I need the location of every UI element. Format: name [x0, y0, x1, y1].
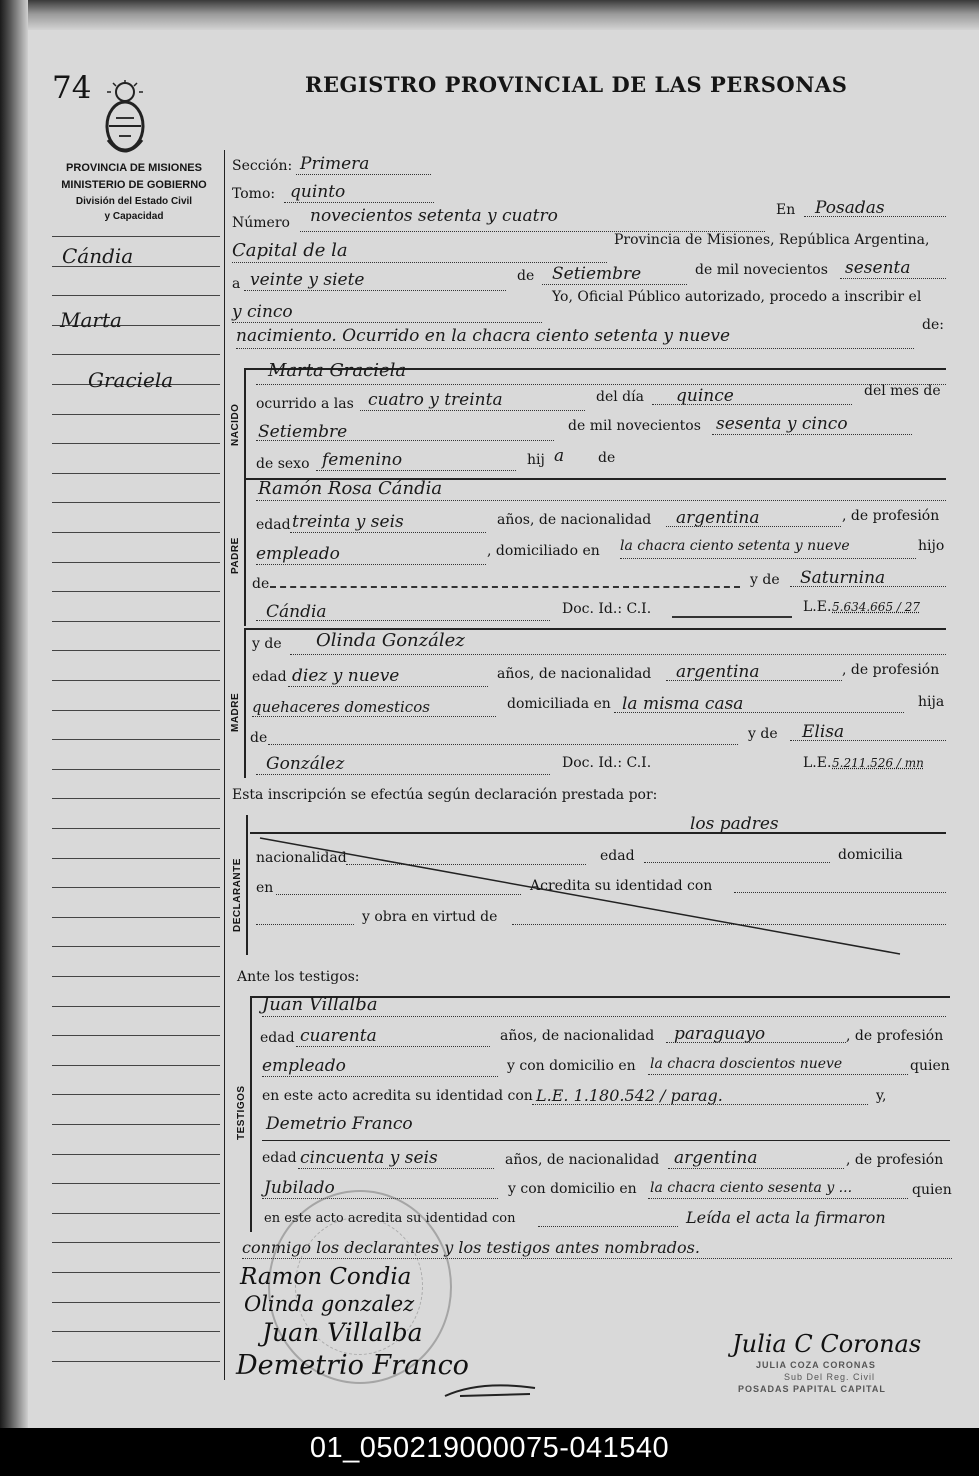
value-anio-2: y cinco — [232, 302, 293, 322]
margin-rule-line — [52, 1154, 220, 1155]
label-padre-de: de — [252, 576, 270, 592]
label-t1-anos-nac: años, de nacionalidad — [500, 1028, 655, 1044]
value-t1-edad: cuarenta — [300, 1026, 377, 1046]
margin-name-2: Graciela — [88, 368, 174, 392]
page-number: 74 — [52, 70, 92, 106]
value-t2-nombre: Demetrio Franco — [266, 1114, 413, 1134]
margin-surname: Cándia — [62, 244, 134, 268]
signature-padre: Ramon Condia — [240, 1264, 412, 1290]
value-t2-edad: cincuenta y seis — [300, 1148, 438, 1168]
value-madre-nombre: Olinda González — [316, 630, 465, 651]
value-padre-le: 5.634.665 / 27 — [832, 600, 921, 614]
margin-rule-line — [52, 1213, 220, 1214]
value-t2-prof: Jubilado — [264, 1178, 335, 1198]
value-t1-id: L.E. 1.180.542 / parag. — [536, 1086, 723, 1105]
label-de-sexo: de sexo — [256, 456, 310, 472]
label-t1-en-este-acto: en este acto acredita su identidad con — [262, 1088, 533, 1104]
label-madre-profesion: , de profesión — [842, 662, 940, 678]
agency-block — [50, 160, 218, 224]
label-t2-anos-nac: años, de nacionalidad — [505, 1152, 660, 1168]
value-madre-madre-ap: González — [266, 754, 345, 774]
label-padre-hijo: hijo — [918, 538, 945, 554]
label-yo: Yo, Oficial Público autorizado, procedo a inscribir el — [552, 289, 922, 305]
margin-rule-line — [52, 532, 220, 533]
value-dia: veinte y siete — [250, 270, 365, 290]
value-tomo: quinto — [290, 182, 346, 202]
margin-rule-line — [52, 621, 220, 622]
value-padre-nombre: Ramón Rosa Cándia — [258, 478, 443, 499]
margin-rule-line — [52, 502, 220, 503]
margin-rule-line — [52, 1124, 220, 1125]
agency-line-3: División del Estado Civil — [75, 196, 193, 207]
label-provincia: Provincia de Misiones, República Argentina, — [614, 232, 930, 248]
label-madre-hija: hija — [918, 694, 945, 710]
label-madre-domiciliada: domiciliada en — [507, 696, 611, 712]
margin-rule-line — [52, 828, 220, 829]
label-tomo: Tomo: — [232, 186, 276, 202]
oficial-stamp-line-1: JULIA COZA CORONAS — [756, 1360, 876, 1370]
label-t2-profesion: , de profesión — [846, 1152, 944, 1168]
value-madre-edad: diez y nueve — [292, 666, 400, 686]
label-padre-le: L.E. — [803, 599, 832, 615]
label-decl-domicilia: domicilia — [838, 847, 903, 863]
value-madre-le: 5.211.526 / mn — [832, 756, 924, 770]
value-madre-madre: Elisa — [802, 722, 845, 742]
value-t1-nombre: Juan Villalba — [262, 994, 378, 1015]
margin-rule-line — [52, 1242, 220, 1243]
value-t2-nac: argentina — [674, 1148, 758, 1168]
margin-rule-line — [52, 354, 220, 355]
value-capital: Capital de la — [232, 240, 348, 261]
margin-rule-line — [52, 946, 220, 947]
value-mes: Setiembre — [552, 264, 642, 284]
margin-rule-line — [52, 562, 220, 563]
agency-line-1: PROVINCIA DE MISIONES — [66, 162, 202, 174]
label-madre-de: de — [250, 730, 268, 746]
margin-rule-line — [52, 887, 220, 888]
signature-flourish — [440, 1378, 540, 1400]
margin-rule-line — [52, 1302, 220, 1303]
value-declarante: los padres — [690, 814, 779, 834]
label-hij: hij — [527, 452, 545, 468]
margin-rule-line — [52, 710, 220, 711]
margin-rule-line — [52, 591, 220, 592]
void-strikethrough-line — [250, 834, 910, 959]
label-decl-acredita: Acredita su identidad con — [530, 878, 713, 894]
label-t1-quien: quien — [910, 1058, 950, 1074]
label-decl-obra: y obra en virtud de — [362, 909, 498, 925]
label-del-dia: del día — [596, 389, 644, 405]
label-madre-anos-nac: años, de nacionalidad — [497, 666, 652, 682]
label-de-mil: de mil novecientos — [695, 262, 828, 278]
value-t1-prof: empleado — [262, 1056, 346, 1076]
label-de: de — [517, 268, 535, 284]
signature-oficial: Julia C Coronas — [732, 1330, 922, 1358]
margin-rule-line — [52, 1006, 220, 1007]
margin-rule-line — [52, 650, 220, 651]
margin-rule-line — [52, 1035, 220, 1036]
label-padre-anos-nac: años, de nacionalidad — [497, 512, 652, 528]
label-madre-doc: Doc. Id.: C.I. — [562, 755, 652, 771]
label-seccion: Sección: — [232, 158, 293, 174]
signature-madre: Olinda gonzalez — [244, 1292, 415, 1316]
margin-rule-line — [52, 443, 220, 444]
margin-rule-line — [52, 739, 220, 740]
value-madre-dom: la misma casa — [622, 694, 744, 714]
margin-rule-line — [52, 1094, 220, 1095]
margin-name-1: Marta — [60, 308, 122, 332]
margin-rule-line — [52, 1272, 220, 1273]
margin-rule-line — [52, 473, 220, 474]
margin-rule-line — [52, 1331, 220, 1332]
document-title: REGISTRO PROVINCIAL DE LAS PERSONAS — [305, 72, 848, 97]
section-label-declarante: DECLARANTE — [232, 858, 243, 932]
signature-testigo-2: Demetrio Franco — [236, 1350, 469, 1381]
value-t2-dom: la chacra ciento sesenta y ... — [650, 1180, 853, 1196]
value-madre-prof: quehaceres domesticos — [252, 698, 430, 716]
label-del-mes: del mes de — [864, 383, 941, 399]
label-ocurrido: ocurrido a las — [256, 396, 354, 412]
label-padre-doc: Doc. Id.: C.I. — [562, 601, 652, 617]
margin-rule-line — [52, 1361, 220, 1362]
value-padre-madre: Saturnina — [800, 568, 886, 588]
margin-rule-line — [52, 1183, 220, 1184]
agency-line-2: MINISTERIO DE GOBIERNO — [61, 179, 207, 191]
signature-testigo-1: Juan Villalba — [262, 1318, 423, 1347]
value-padre-dom: la chacra ciento setenta y nueve — [620, 538, 850, 554]
margin-rule-line — [52, 680, 220, 681]
oficial-stamp-line-3: POSADAS PAPITAL CAPITAL — [738, 1384, 886, 1394]
value-t1-nac: paraguayo — [674, 1024, 766, 1044]
label-decl-edad: edad — [600, 848, 635, 864]
label-madre-y-de: y de — [252, 636, 282, 652]
label-decl-nacionalidad: nacionalidad — [256, 850, 347, 866]
value-nacimiento: nacimiento. Ocurrido en la chacra ciento setenta y nueve — [236, 326, 731, 346]
value-mes-nac: Setiembre — [258, 422, 348, 442]
margin-rule-line — [52, 858, 220, 859]
margin-rule-line — [52, 917, 220, 918]
label-en: En — [776, 202, 796, 218]
value-padre-madre-ap: Cándia — [266, 602, 327, 622]
value-en: Posadas — [815, 198, 885, 218]
margin-rule-line — [52, 1065, 220, 1066]
section-label-nacido: NACIDO — [230, 403, 241, 446]
label-de-2: de — [598, 450, 616, 466]
value-t1-dom: la chacra doscientos nueve — [650, 1056, 843, 1072]
value-anio: sesenta — [845, 258, 911, 278]
label-t1-y: y, — [876, 1088, 887, 1104]
label-ante-testigos: Ante los testigos: — [237, 969, 360, 985]
label-a: a — [232, 276, 241, 292]
label-decl-en: en — [256, 880, 274, 896]
value-hij-suffix: a — [554, 446, 565, 466]
label-de-mil-nov: de mil novecientos — [568, 418, 701, 434]
section-label-testigos: TESTIGOS — [236, 1085, 247, 1140]
value-nombre: Marta Graciela — [268, 360, 407, 381]
label-de-colon: de: — [922, 317, 944, 333]
national-coat-of-arms-icon — [102, 80, 148, 158]
label-esta-inscripcion: Esta inscripción se efectúa según declaración prestada por: — [232, 787, 658, 803]
label-t2-quien: quien — [912, 1182, 952, 1198]
value-seccion: Primera — [300, 154, 370, 174]
label-numero: Número — [232, 215, 290, 231]
section-label-madre: MADRE — [230, 692, 241, 732]
label-madre-edad: edad — [252, 669, 287, 685]
label-padre-edad: edad — [256, 517, 291, 533]
label-padre-y-de: y de — [750, 572, 780, 588]
value-hora: cuatro y treinta — [368, 390, 503, 410]
value-numero: novecientos setenta y cuatro — [310, 206, 558, 226]
margin-rule-line — [52, 414, 220, 415]
label-t1-profesion: , de profesión — [846, 1028, 944, 1044]
value-madre-nac: argentina — [676, 662, 760, 682]
value-padre-edad: treinta y seis — [292, 512, 404, 532]
label-t2-edad: edad — [262, 1150, 297, 1166]
scan-id-footer: 01_050219000075-041540 — [0, 1428, 979, 1476]
value-padre-prof: empleado — [256, 544, 340, 564]
label-t2-con-domicilio: y con domicilio en — [508, 1181, 637, 1197]
label-madre-y-de-2: y de — [748, 726, 778, 742]
margin-rule-line — [52, 295, 220, 296]
value-padre-nac: argentina — [676, 508, 760, 528]
value-dia-nac: quince — [676, 386, 734, 406]
section-label-padre: PADRE — [230, 537, 241, 574]
label-madre-le: L.E. — [803, 755, 832, 771]
agency-line-4: y Capacidad — [104, 211, 164, 222]
margin-rule-line — [52, 236, 220, 237]
value-anio-nac: sesenta y cinco — [716, 414, 848, 434]
value-t2-id: Leída el acta la firmaron — [686, 1208, 886, 1227]
label-padre-profesion: , de profesión — [842, 508, 940, 524]
label-t1-edad: edad — [260, 1030, 295, 1046]
value-cierre: conmigo los declarantes y los testigos antes nombrados. — [242, 1238, 700, 1257]
value-sexo: femenino — [322, 450, 403, 470]
margin-rule-line — [52, 976, 220, 977]
margin-rule-line — [52, 798, 220, 799]
label-t2-en-este-acto: en este acto acredita su identidad con — [264, 1211, 516, 1226]
label-t1-con-domicilio: y con domicilio en — [507, 1058, 636, 1074]
oficial-stamp-line-2: Sub Del Reg. Civil — [784, 1372, 876, 1382]
margin-rule-line — [52, 769, 220, 770]
label-padre-domiciliado: , domiciliado en — [487, 543, 600, 559]
